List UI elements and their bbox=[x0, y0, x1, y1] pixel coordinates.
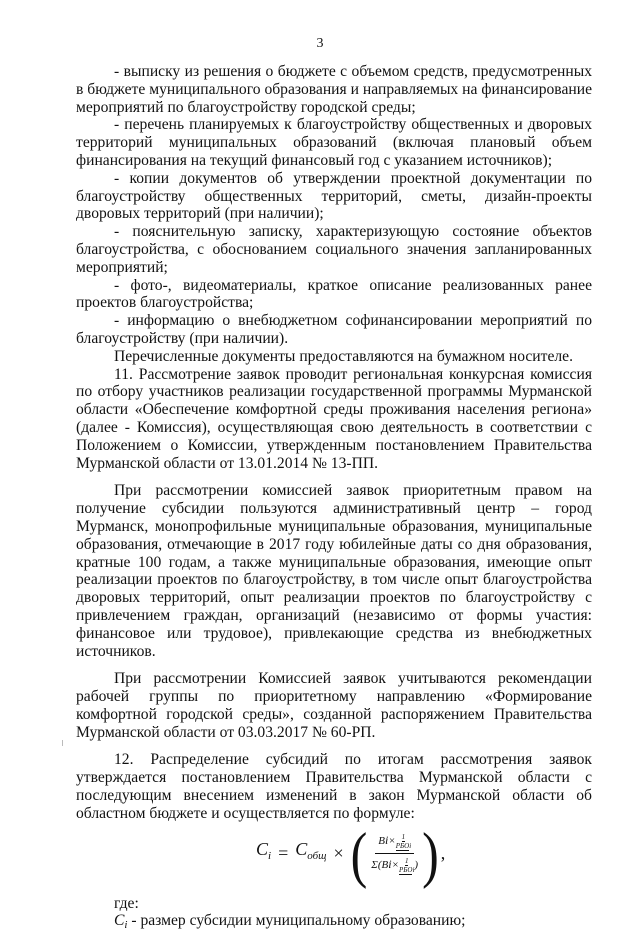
paragraph-cofinancing: - информацию о внебюджетном софинансировании мероприятий по благоустройству (при наличии). bbox=[76, 312, 592, 347]
definition-text: - размер субсидии муниципальному образованию; bbox=[127, 912, 466, 930]
paragraph-paper-media: Перечисленные документы предоставляются на бумажном носителе. bbox=[114, 347, 573, 365]
formula-equals: = bbox=[278, 842, 289, 863]
formula-right-paren: ) bbox=[422, 818, 439, 889]
formula-comma: , bbox=[440, 842, 446, 863]
where-label: где: bbox=[114, 894, 139, 912]
paragraph-territory-list: - перечень планируемых к благоустройству общественных и дворовых территорий муниципальных образований (включая плановый объем финансирования на текущий финансовый год с указанием источников); bbox=[76, 116, 592, 169]
formula-denominator: Σ(Bi× 1 РБОi ) bbox=[371, 857, 419, 875]
formula-total: $C_{общ}$ bbox=[295, 839, 327, 863]
subsidy-formula bbox=[76, 818, 592, 895]
formula-left-paren: ( bbox=[350, 818, 368, 889]
margin-mark bbox=[62, 740, 63, 746]
definition-symbol: $C_i$ bbox=[114, 912, 128, 932]
formula-expression bbox=[256, 818, 446, 889]
formula-lhs: $C_i$ bbox=[256, 839, 272, 863]
paragraph-section-12: 12. Распределение субсидий по итогам рассмотрения заявок утверждается постановлением Правительства Мурманской области с последующим внесением изменений в закон Мурманской области об областном бюджете и осуществляется по формуле: bbox=[76, 751, 592, 822]
formula-fraction bbox=[368, 832, 421, 875]
definition-ci bbox=[76, 912, 592, 935]
page-number: 3 bbox=[316, 36, 324, 51]
paragraph-photo-materials: - фото-, видеоматериалы, краткое описание реализованных ранее проектов благоустройства; bbox=[76, 276, 592, 312]
paragraph-section-11: 11. Рассмотрение заявок проводит региональная конкурсная комиссия по отбору участников реализации государственной программы Мурманской области «Обеспечение комфортной среды проживания населения региона» (далее - Комиссия), осуществляющая свою деятельность в соответствии с Положением о Комиссии, утвержденным постановлением Правительства Мурманской области от 13.01.2014 № 13-ПП. bbox=[76, 365, 592, 472]
paragraph-priority-right: При рассмотрении комиссией заявок приоритетным правом на получение субсидии пользуются административный центр – город Мурманск, монопрофильные муниципальные образования, муниципальные образования, отмечающие в 2017 году юбилейные даты со дня образования, кратные 100 годам, а также муниципальные образования, имеющие опыт реализации проектов по благоустройству, в том числе опыт благоустройства дворовых территорий, опыт реализации проектов по благоустройству с привлечением граждан, организаций (независимо от формы участия: финансовое или трудовое), привлекающие средства из внебюджетных источников. bbox=[76, 482, 592, 660]
paragraph-project-docs: - копии документов об утверждении проектной документации по благоустройству общественных территорий, сметы, дизайн-проекты дворовых территорий (при наличии); bbox=[76, 169, 592, 223]
paragraph-working-group: При рассмотрении Комиссией заявок учитываются рекомендации рабочей группы по приоритетному направлению «Формирование комфортной городской среды», созданной распоряжением Правительства Мурманской области от 03.03.2017 № 60-РП. bbox=[76, 670, 592, 741]
formula-numerator: Bi× 1 РБОi bbox=[375, 832, 414, 854]
paragraph-extract-budget: - выписку из решения о бюджете с объемом средств, предусмотренных в бюджете муниципального образования и направляемых на финансирование мероприятий по благоустройству городской среды; bbox=[76, 63, 592, 116]
formula-times: × bbox=[333, 842, 344, 863]
document-body bbox=[76, 63, 592, 935]
paragraph-explanatory-note: - пояснительную записку, характеризующую состояние объектов благоустройства, с обоснованием социального значения запланированных мероприятий; bbox=[76, 223, 592, 276]
